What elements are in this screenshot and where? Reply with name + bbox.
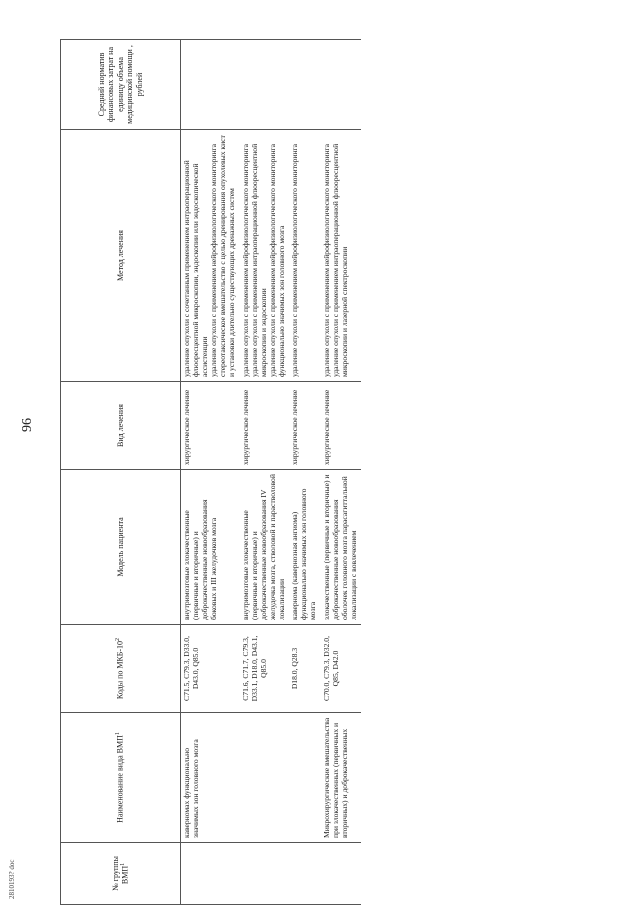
cell-name (239, 713, 289, 843)
table-header-row (61, 40, 181, 905)
table-row (239, 40, 289, 905)
method-line: удаление опухоли с применением нейрофизиологического мониторинга (240, 143, 250, 377)
cell-cost (181, 40, 239, 130)
vmp-table (60, 39, 361, 905)
cell-group (288, 843, 320, 905)
cell-model: злокачественные (первичные и вторичные) и доброкачественные новообразования оболочек головного мозга парасагиттальной локализации с вовлечением (320, 470, 361, 625)
cell-name: Микрохирургические вмешательства при злокачественных (первичных и вторичных) и доброкачественных (320, 713, 361, 843)
cell-type: хирургическое лечение (288, 382, 320, 470)
cell-method (239, 130, 289, 382)
header-cost: Средний норматив финансовых затрат на единицу объема медицинской помощи , рублей (61, 40, 181, 130)
cell-type: хирургическое лечение (181, 382, 239, 470)
cell-group (320, 843, 361, 905)
cell-cost (288, 40, 320, 130)
method-line: удаление опухоли с сочетанным применением интраоперационной флюоресцентной микроскопии, эндоскопии или эндоскопической ассистенции (182, 160, 209, 377)
cell-cost (239, 40, 289, 130)
method-line: удаление опухоли с применением нейрофизиологического мониторинга (208, 143, 218, 377)
cell-codes: C71.6, C71.7, C79.3, D33.1, D18.0, D43.1, Q85.0 (239, 625, 289, 713)
cell-model: кавернома (кавернозная ангиома) функционально значимых зон головного мозга (288, 470, 320, 625)
method-line: удаление опухоли с применением интраоперационной флюоресцентной микроскопии и лазерной спектроскопии (331, 143, 350, 377)
cell-method (288, 130, 320, 382)
method-line: стереотаксическое вмешательство с целью дренирования опухолевых кист и установки длительно существующих дренажных систем (217, 135, 236, 377)
cell-group (181, 843, 239, 905)
header-group-no: № группы ВМП$^1$ (61, 843, 181, 905)
header-codes: Коды по МКБ-10$^2$ (61, 625, 181, 713)
cell-codes: C70.0, C79.3, D32.0, Q85, D42.0 (320, 625, 361, 713)
cell-name (288, 713, 320, 843)
cell-group (239, 843, 289, 905)
method-line: удаление опухоли с применением интраоперационной флюоресцентной микроскопии и эндоскопии (249, 143, 268, 377)
cell-model: внутримозговые злокачественные (первичные и вторичные) и доброкачественные новообразования IV желудочка мозга, стволовой и парастволовой локализации (239, 470, 289, 625)
page-number: 96 (20, 418, 35, 432)
document-code: 2810193? doc (8, 859, 16, 899)
table-row (181, 40, 239, 905)
header-name: Наименование вида ВМП$^1$ (61, 713, 181, 843)
method-line: удаление опухоли с применением нейрофизиологического мониторинга (290, 143, 300, 377)
cell-name: каверномах функционально значимых зон головного мозга (181, 713, 239, 843)
cell-model: внутримозговые злокачественные (первичные и вторичные) и доброкачественные новообразования боковых и III желудочков мозга (181, 470, 239, 625)
cell-type: хирургическое лечение (320, 382, 361, 470)
table-row (288, 40, 320, 905)
cell-method (181, 130, 239, 382)
method-line: удаление опухоли с применением нейрофизиологического мониторинга функционально значимых зон головного мозга (267, 143, 286, 377)
header-method: Метод лечения (61, 130, 181, 382)
cell-codes: D18.0, Q28.3 (288, 625, 320, 713)
cell-type: хирургическое лечение (239, 382, 289, 470)
cell-method (320, 130, 361, 382)
header-model: Модель пациента (61, 470, 181, 625)
method-line: удаление опухоли с применением нейрофизиологического мониторинга (322, 143, 332, 377)
table-row (320, 40, 361, 905)
header-type: Вид лечения (61, 382, 181, 470)
cell-cost (320, 40, 361, 130)
cell-codes: C71.5, C79.3, D33.0, D43.0, Q85.0 (181, 625, 239, 713)
